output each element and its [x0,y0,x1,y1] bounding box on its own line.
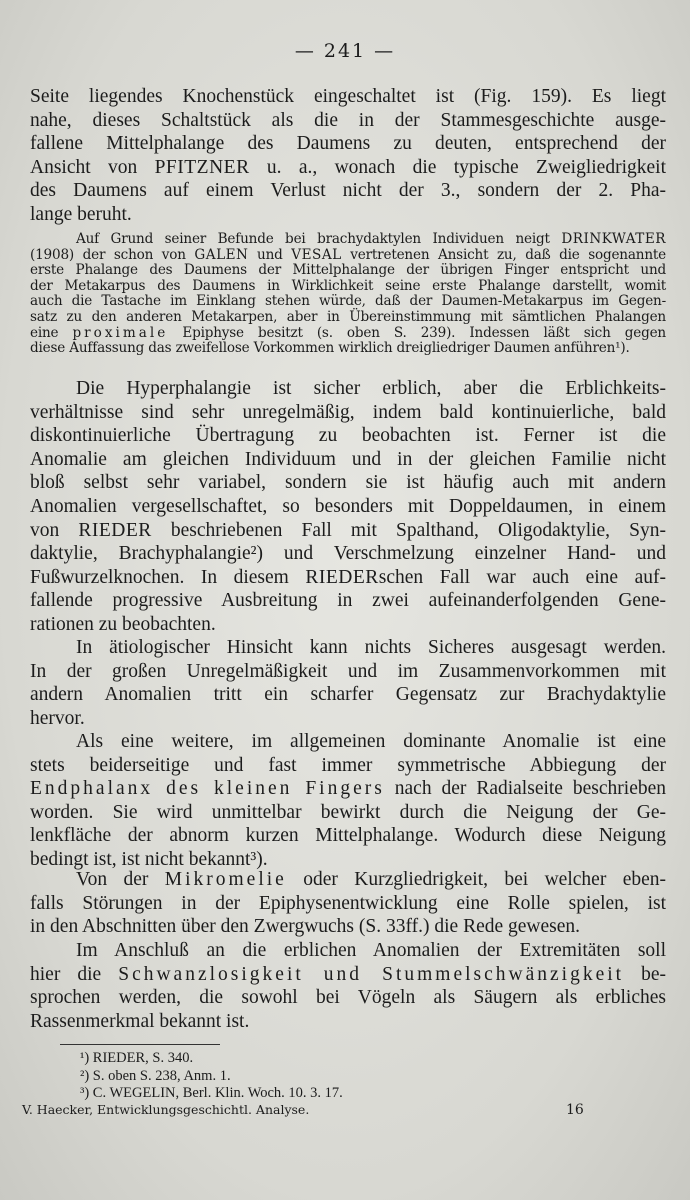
note-line: diese Auffassung das zweifellose Vorkommen wirklich dreigliedriger Daumen anführen¹). [30,340,630,357]
para2-line [30,566,666,590]
text-run: von [30,519,79,541]
para2-line [30,519,666,543]
para1-line: nahe, dieses Schaltstück als die in der Stammesgeschichte ausge- [30,109,666,131]
emphasized-term: Mikromelie [164,869,287,890]
text-run: u. a., wonach die typische Zweigliedrigkeit [249,156,666,178]
note-line [30,232,666,247]
text-run: Fußwurzelknochen. In diesem [30,566,306,588]
footnote-item: ²) S. oben S. 238, Anm. 1. [80,1067,231,1084]
para1-line: fallene Mittelphalange des Daumens zu deuten, entsprechend der [30,133,666,155]
para2-line: diskontinuierliche Übertragung zu beobachten ist. Ferner ist die [30,425,666,447]
text-run: schen Fall war auch eine auf- [378,566,666,588]
para4-line: stets beiderseitige und fast immer symmetrische Abbiegung der [30,754,666,776]
para4-line [30,777,666,801]
text-run: Auf Grund seiner Befunde bei brachydaktylen Individuen neigt [76,231,562,247]
para2-line: rationen zu beobachten. [30,614,216,635]
signature-line: V. Haecker, Entwicklungsgeschichtl. Analyse. [22,1102,310,1117]
footnote-divider [60,1044,220,1045]
para4-line: bedingt ist, ist nicht bekannt³). [30,849,268,870]
para2-line: bloß selbst sehr variabel, sondern sie ist häufig auch mit andern [30,472,666,494]
para1-line: des Daumens auf einem Verlust nicht der 3., sondern der 2. Pha- [30,180,666,202]
para2-line: fallende progressive Ausbreitung in zwei aufeinanderfolgenden Gene- [30,590,666,612]
text-run: vertretenen Ansicht zu, daß die sogenannte [341,246,666,263]
emphasized-term: Schwanzlosigkeit und Stummelschwänzigkeit [118,963,625,985]
text-run: und [248,246,292,263]
para3-line: hervor. [30,707,85,729]
para2-line: daktylie, Brachyphalangie²) und Verschmelzung einzelner Hand- und [30,543,666,565]
emphasized-term: proximale [72,324,169,341]
note-line [30,326,666,341]
note-line [30,248,666,263]
note-line: auch die Tastache im Einklang stehen würde, daß der Daumen-Metakarpus im Gegen- [30,293,666,310]
para2-line: verhältnisse sind sehr unregelmäßig, indem bald kontinuierliche, bald [30,401,666,423]
para4-line: worden. Sie wird unmittelbar bewirkt durch die Neigung der Ge- [30,801,666,823]
author-name: RIEDER [305,566,379,588]
note-line: erste Phalange des Daumens der Mittelphalange der übrigen Finger entspricht und [30,262,666,279]
para5-line: in den Abschnitten über den Zwergwuchs (S. 33ff.) die Rede gewesen. [30,916,581,938]
page-number: — 241 — [294,40,396,62]
para2-line: Anomalien vergesellschaftet, so besonders mit Doppeldaumen, in einem [30,496,666,517]
para3-line: In der großen Unregelmäßigkeit und im Zusammenvorkommen mit [30,660,666,682]
text-run: eine [30,324,73,341]
sheet-number: 16 [566,1102,584,1118]
footnote-item: ³) C. WEGELIN, Berl. Klin. Woch. 10. 3. 17. [80,1085,343,1101]
text-run: nach der Radialseite beschrieben [384,778,667,800]
page-footer [22,1102,582,1117]
note-line: satz zu den anderen Metakarpen, aber in Übereinstimmung mit sämtlichen Phalangen [30,309,666,325]
text-run: beschriebenen Fall mit Spalthand, Oligodaktylie, Syn- [151,519,666,541]
author-name: GALEN [194,246,249,263]
author-name: DRINKWATER [561,231,666,247]
text-run: be- [624,963,666,985]
para6-line: Im Anschluß an die erblichen Anomalien der Extremitäten soll [76,940,666,961]
para4-line: lenkfläche der abnorm kurzen Mittelphalange. Wodurch diese Neigung [30,825,666,847]
para1-line: Seite liegendes Knochenstück eingeschaltet ist (Fig. 159). Es liegt [30,86,666,107]
text-run: Von der [76,869,165,890]
emphasized-term: Endphalanx des kleinen Fingers [30,778,385,800]
text-run: (1908) der schon von [30,246,195,263]
para1-line [30,156,666,180]
para5-line: falls Störungen in der Epiphysenentwicklung eine Rolle spielen, ist [30,892,666,914]
para5-line [30,868,666,892]
para2-line: Anomalie am gleichen Individuum und in der gleichen Familie nicht [30,448,666,470]
note-line: der Metakarpus des Daumens in Wirklichkeit seine erste Phalange darstellt, womit [30,277,666,294]
author-name: VESAL [291,246,342,263]
text-run: oder Kurzgliedrigkeit, bei welcher eben- [286,869,667,890]
para3-line: andern Anomalien tritt ein scharfer Gegensatz zur Brachydaktylie [30,684,666,706]
para1-line: lange beruht. [30,204,132,225]
para6-line: sprochen werden, die sowohl bei Vögeln als Säugern als erbliches [30,987,666,1009]
para6-line: Rassenmerkmal bekannt ist. [30,1010,250,1032]
para2-line: Die Hyperphalangie ist sicher erblich, aber die Erblichkeits- [76,378,666,399]
footnote-item: ¹) RIEDER, S. 340. [80,1050,194,1066]
para4-line: Als eine weitere, im allgemeinen dominante Anomalie ist eine [76,731,666,752]
text-run: hier die [30,963,119,985]
text-run: Ansicht von [30,156,155,178]
text-run: Epiphyse besitzt (s. oben S. 239). Indessen läßt sich gegen [168,324,666,341]
author-name: RIEDER [78,519,152,541]
para6-line [30,963,666,987]
para3-line: In ätiologischer Hinsicht kann nichts Sicheres ausgesagt werden. [76,637,666,658]
author-name: PFITZNER [154,156,250,178]
